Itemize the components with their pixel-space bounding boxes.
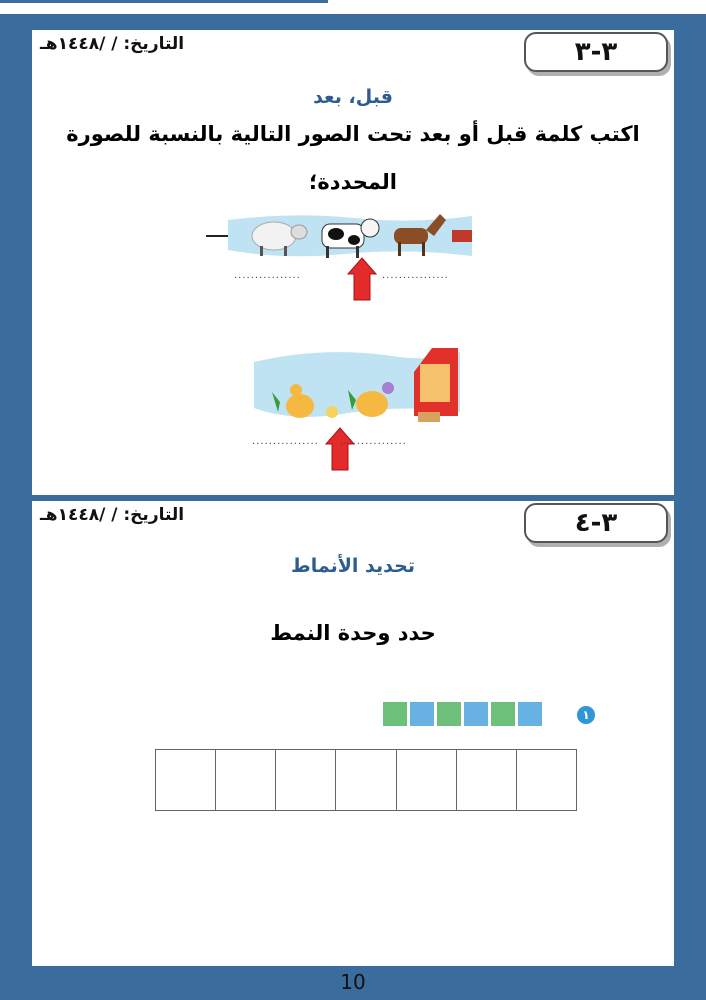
answer-blank-left[interactable]: ................: [234, 270, 301, 281]
answer-blank-right[interactable]: ................: [382, 270, 449, 281]
instruction: حدد وحدة النمط: [270, 621, 436, 645]
pattern-square: [464, 702, 488, 726]
pattern-square: [383, 702, 407, 726]
pattern-square: [437, 702, 461, 726]
answer-grid-cell[interactable]: [396, 750, 456, 810]
date-label: التاريخ: / /١٤٤٨هـ: [40, 505, 185, 525]
answer-grid-cell[interactable]: [215, 750, 275, 810]
pattern-row: [383, 702, 542, 726]
lesson-badge: ٣-٣: [524, 32, 668, 72]
answer-grid[interactable]: [155, 749, 577, 811]
top-accent-bar: [0, 0, 328, 3]
instruction-line-2: المحددة؛: [309, 170, 397, 194]
answer-grid-cell[interactable]: [456, 750, 516, 810]
answer-blank-left-2[interactable]: ................: [252, 436, 319, 447]
page-number: 10: [340, 970, 366, 994]
pattern-square: [410, 702, 434, 726]
answer-grid-cell[interactable]: [275, 750, 335, 810]
pattern-square: [518, 702, 542, 726]
pattern-square: [491, 702, 515, 726]
worksheet-before-after: [32, 30, 674, 495]
worksheet-patterns: [32, 501, 674, 966]
answer-grid-cell[interactable]: [516, 750, 576, 810]
birds-picture: [252, 342, 462, 472]
animals-picture: [204, 210, 474, 302]
item-number: ١: [577, 706, 595, 724]
lesson-badge: ٣-٤: [524, 503, 668, 543]
instruction-line-1: اكتب كلمة قبل أو بعد تحت الصور التالية بالنسبة للصورة: [66, 122, 640, 146]
top-strip: [0, 0, 706, 14]
date-label: التاريخ: / /١٤٤٨هـ: [40, 34, 185, 54]
lesson-subtitle: تحديد الأنماط: [291, 555, 415, 577]
lesson-subtitle: قبل، بعد: [313, 86, 393, 108]
answer-grid-cell[interactable]: [335, 750, 395, 810]
answer-grid-cell[interactable]: [156, 750, 215, 810]
answer-blank-right-2[interactable]: ................: [340, 436, 407, 447]
